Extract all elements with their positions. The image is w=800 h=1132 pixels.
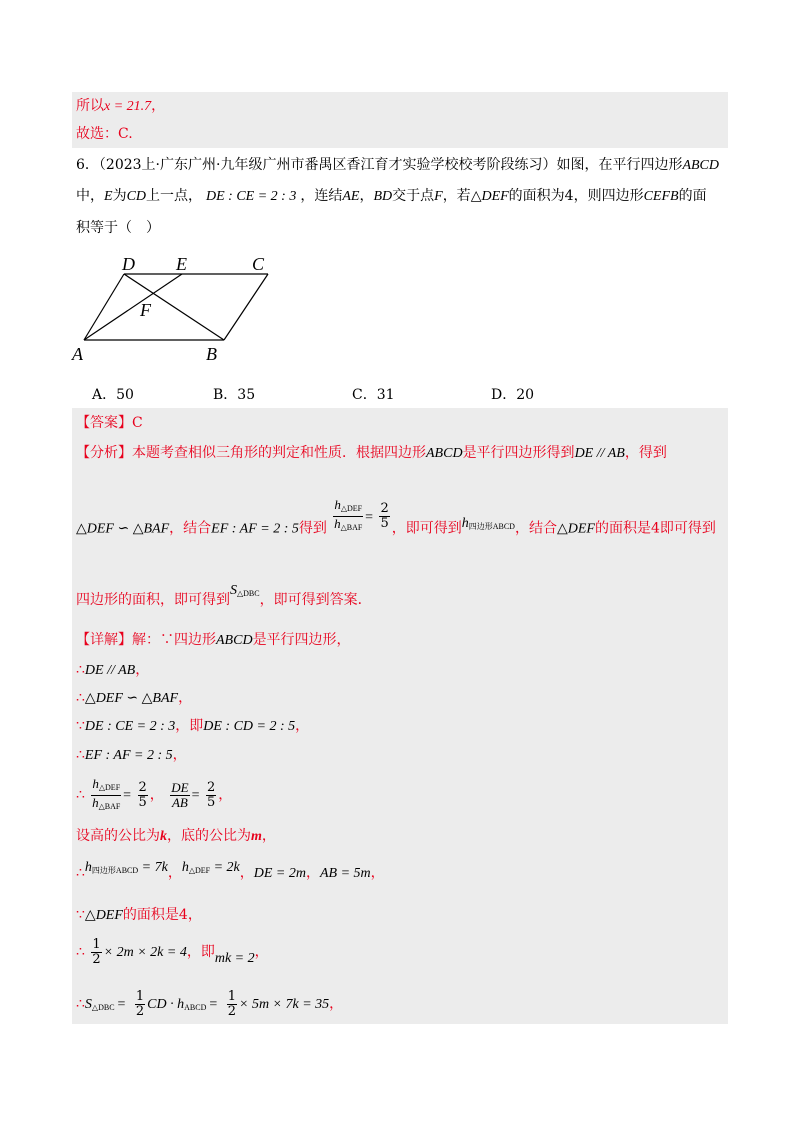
detail-line-3: ∵DE : CE = 2 : 3，即DE : CD = 2 : 5， [76, 718, 310, 734]
detail-line-1: ∴DE // AB， [76, 662, 150, 678]
detail-line-8: ∵△DEF的面积是4， [76, 907, 202, 923]
detail-line-7: $\therefore h_{四边形ABCD} = 7k$，$h_{\triangle DEF} = 2k$，DE = 2m，AB = 5m， [76, 860, 385, 881]
detail-line-4: ∴EF : AF = 2 : 5， [76, 747, 187, 763]
question-line-1: 6．（2023上·广东广州·九年级广州市番禺区香江育才实验学校校考阶段练习）如图，在平行四边形ABCD [76, 157, 720, 173]
detail-height-ratio: $\frac{h_{\triangle DEF}}{h_{\triangle BAF}}$ [92, 775, 121, 811]
parallelogram-figure [70, 252, 280, 367]
analysis-ratio-value: $\frac{2}{5}$ [380, 501, 389, 531]
prev-x-value: x = 21.7 [104, 99, 152, 114]
detail-tag: 【详解】 [76, 632, 132, 648]
label-A: A [72, 344, 83, 364]
question-line-3: 积等于（ ） [76, 220, 160, 236]
detail-line-5: ∴ $\frac{h_{\triangle DEF}}{h_{\triangle BAF}}$ = $\frac{2}{5}$ ， $\frac{DE}{AB}$ = $\frac{2}{5}$ ， [76, 775, 232, 816]
detail-line-0: 【详解】解：∵四边形ABCD是平行四边形， [76, 632, 351, 648]
option-d[interactable]: D．20 [491, 387, 535, 403]
answer-line [76, 413, 143, 433]
analysis-line-1: 【分析】本题考查相似三角形的判定和性质．根据四边形ABCD是平行四边形得到DE // AB，得到 [76, 445, 667, 461]
label-E: E [176, 254, 187, 274]
question-line-2: 中，E为CD上一点， DE : CE = 2 : 3 ，连结AE，BD交于点F，若△DEF的面积为4，则四边形CEFB的面 [76, 188, 707, 204]
analysis-tag: 【分析】 [76, 445, 132, 461]
label-C: C [252, 254, 265, 274]
prev-solution-block [72, 92, 728, 148]
detail-line-10: $\therefore S_{\triangle DBC}$ = $\frac{1}{2}$ CD · $h_{ABCD}$ = $\frac{1}{2}$ × 5m × 7k = 35， [76, 988, 344, 1019]
label-F: F [140, 300, 151, 320]
analysis-line-2: △DEF ∽ △BAF，结合EF : AF = 2 : 5得到 $\frac{h_{\triangle DEF}}{h_{\triangle BAF}}$ = $\frac{2}{5}$ ，即可得到$h_{四边形ABCD}$，结合△DEF的面积是4即可得到 [76, 497, 716, 537]
question-source: （2023上·广东广州·九年级广州市番禺区香江育才实验学校校考阶段练习）如图，在平行四边形 [98, 157, 683, 173]
option-c[interactable]: C．31 [352, 387, 395, 403]
option-b[interactable]: B．35 [213, 387, 256, 403]
answer-tag: 【答案】 [76, 415, 132, 431]
detail-line-2: ∴△DEF ∽ △BAF， [76, 690, 193, 706]
segment-bd [124, 274, 224, 340]
detail-line-9: ∴ $\frac{1}{2}$ × 2m × 2k = 4，即mk = 2， [76, 936, 269, 967]
segment-ae [84, 274, 182, 340]
prev-line-2: 故选：C. [76, 126, 133, 142]
answer-value: C [132, 415, 143, 431]
analysis-line-3: 四边形的面积，即可得到$S_{\triangle DBC}$，即可得到答案． [76, 583, 372, 608]
detail-line-6: 设高的公比为k，底的公比为m， [76, 828, 276, 844]
side-bc [224, 274, 268, 340]
label-D: D [122, 254, 135, 274]
label-B: B [206, 344, 217, 364]
prev-line-1: 所以x = 21.7， [76, 98, 166, 114]
option-a[interactable]: A．50 [92, 387, 134, 403]
side-ad [84, 274, 124, 340]
question-number: 6． [76, 157, 99, 173]
analysis-height-ratio: $\frac{h_{\triangle DEF}}{h_{\triangle BAF}}$ [334, 497, 363, 532]
detail-base-ratio: $\frac{DE}{AB}$ [171, 779, 189, 810]
